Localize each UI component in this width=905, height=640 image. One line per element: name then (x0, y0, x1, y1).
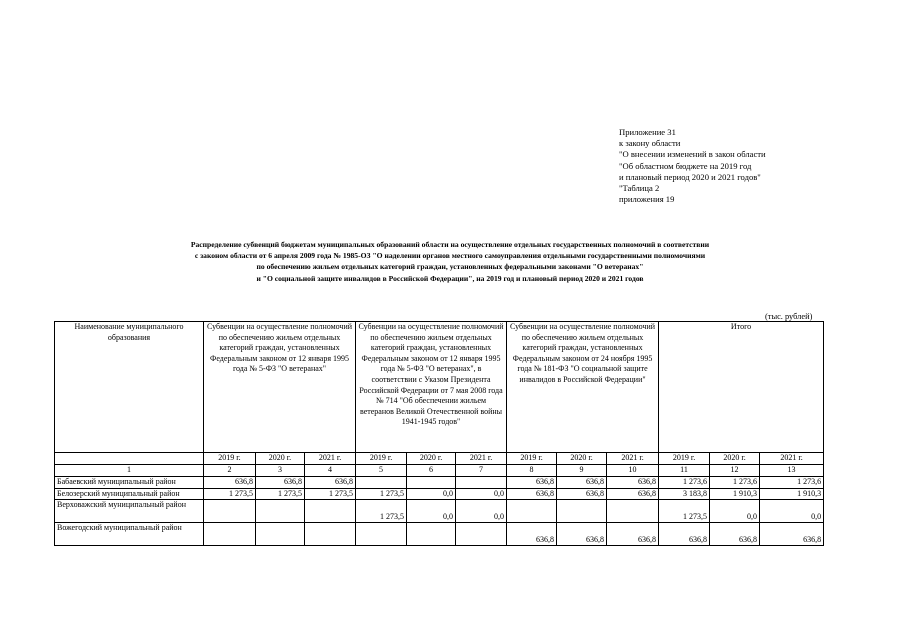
column-number: 13 (760, 465, 824, 477)
value-cell: 1 273,6 (760, 477, 824, 489)
year-cell: 2019 г. (659, 453, 710, 465)
value-cell: 1 273,5 (356, 488, 407, 500)
value-cell (356, 523, 407, 546)
row-name: Бабаевский муниципальный район (55, 477, 204, 489)
value-cell: 0,0 (710, 500, 760, 523)
group-header-wwii-veterans: Субвенции на осуществление полномочий по обеспечению жильем отдельных категорий граждан, установленных Федеральным законом от 12 января 1995 года № 5-ФЗ "О ветеранах", в соответствии с Указом Президента Российской Федерации от 7 мая 2008 года № 714 "Об обеспечении жильем ветеранов Великой Отечественной войны 1941-1945 годов" (356, 322, 507, 453)
title-line: Распределение субвенций бюджетам муниципальных образований области на осуществление отдельных государственных полномочий в соответствии (190, 240, 710, 249)
year-cell: 2020 г. (710, 453, 760, 465)
value-cell: 1 910,3 (710, 488, 760, 500)
value-cell: 636,8 (607, 477, 659, 489)
group-header-total: Итого (659, 322, 824, 453)
table-row (55, 500, 824, 523)
value-cell (407, 477, 456, 489)
group-header-disabled: Субвенции на осуществление полномочий по обеспечению жильем отдельных категорий граждан, установленных Федеральным законом от 24 ноября 1995 года № 181-ФЗ "О социальной защите инвалидов в Российской Федерации" (507, 322, 659, 453)
year-cell: 2019 г. (356, 453, 407, 465)
value-cell (305, 500, 356, 523)
value-cell (356, 477, 407, 489)
value-cell: 636,8 (659, 523, 710, 546)
year-row (55, 453, 824, 465)
year-cell: 2021 г. (305, 453, 356, 465)
value-cell (607, 500, 659, 523)
value-cell: 0,0 (456, 500, 507, 523)
column-number-row (55, 465, 824, 477)
appendix-note (619, 127, 766, 205)
value-cell: 1 273,5 (356, 500, 407, 523)
value-cell (256, 500, 305, 523)
table-row (55, 477, 824, 489)
value-cell: 0,0 (760, 500, 824, 523)
value-cell: 636,8 (607, 488, 659, 500)
value-cell: 636,8 (256, 477, 305, 489)
year-cell: 2020 г. (557, 453, 607, 465)
value-cell (456, 477, 507, 489)
value-cell: 636,8 (607, 523, 659, 546)
appendix-note-line: и плановый период 2020 и 2021 годов" (619, 171, 761, 182)
appendix-note-line: "О внесении изменений в закон области (619, 149, 766, 160)
value-cell (557, 500, 607, 523)
value-cell: 636,8 (305, 477, 356, 489)
row-name: Вожегодский муниципальный район (55, 523, 204, 546)
column-number: 9 (557, 465, 607, 477)
value-cell: 636,8 (760, 523, 824, 546)
value-cell: 1 273,6 (659, 477, 710, 489)
year-cell: 2021 г. (607, 453, 659, 465)
value-cell: 1 273,5 (204, 488, 256, 500)
table-header-row (55, 322, 824, 453)
units-label: (тыс. рублей) (765, 312, 813, 321)
value-cell: 3 183,8 (659, 488, 710, 500)
value-cell: 636,8 (507, 477, 557, 489)
value-cell: 0,0 (456, 488, 507, 500)
table-row (55, 488, 824, 500)
value-cell: 636,8 (204, 477, 256, 489)
value-cell (204, 500, 256, 523)
value-cell: 1 273,6 (710, 477, 760, 489)
year-cell: 2021 г. (456, 453, 507, 465)
value-cell: 636,8 (557, 488, 607, 500)
appendix-note-line: "Таблица 2 (619, 183, 660, 194)
column-number: 6 (407, 465, 456, 477)
column-number: 4 (305, 465, 356, 477)
table-row (55, 523, 824, 546)
value-cell (204, 523, 256, 546)
column-number: 3 (256, 465, 305, 477)
value-cell: 636,8 (507, 523, 557, 546)
value-cell (407, 523, 456, 546)
subvention-table (54, 321, 824, 546)
appendix-note-line: Приложение 31 (619, 127, 676, 137)
value-cell: 0,0 (407, 488, 456, 500)
row-name: Белозерский муниципальный район (55, 488, 204, 500)
title-line: с законом области от 6 апреля 2009 года № 1985-ОЗ "О наделении органов местного самоуправления отдельными государственными полномочиями (194, 251, 706, 261)
column-number: 5 (356, 465, 407, 477)
appendix-note-line: к закону области (619, 138, 681, 149)
group-header-veterans: Субвенции на осуществление полномочий по обеспечению жильем отдельных категорий граждан, установленных Федеральным законом от 12 января 1995 года № 5-ФЗ "О ветеранах" (204, 322, 356, 453)
year-cell: 2019 г. (507, 453, 557, 465)
value-cell (305, 523, 356, 546)
value-cell: 636,8 (557, 477, 607, 489)
column-number: 8 (507, 465, 557, 477)
title-line: по обеспечению жильем отдельных категорий граждан, установленных федеральными законами "О ветеранах" (256, 262, 644, 272)
year-cell: 2020 г. (407, 453, 456, 465)
value-cell: 1 273,5 (256, 488, 305, 500)
value-cell (456, 523, 507, 546)
value-cell (507, 500, 557, 523)
column-number: 7 (456, 465, 507, 477)
year-cell-empty (55, 453, 204, 465)
value-cell: 1 273,5 (305, 488, 356, 500)
column-number: 1 (55, 465, 204, 477)
value-cell: 636,8 (507, 488, 557, 500)
year-cell: 2021 г. (760, 453, 824, 465)
value-cell: 1 910,3 (760, 488, 824, 500)
year-cell: 2019 г. (204, 453, 256, 465)
col-name-header: Наименование муниципального образования (55, 322, 204, 453)
column-number: 10 (607, 465, 659, 477)
value-cell (256, 523, 305, 546)
appendix-note-line: "Об областном бюджете на 2019 год (619, 160, 752, 171)
column-number: 12 (710, 465, 760, 477)
year-cell: 2020 г. (256, 453, 305, 465)
document-title (110, 239, 790, 284)
column-number: 2 (204, 465, 256, 477)
title-line: и "О социальной защите инвалидов в Российской Федерации", на 2019 год и плановый период 2020 и 2021 годов (256, 273, 644, 283)
appendix-note-line: приложения 19 (619, 194, 675, 205)
column-number: 11 (659, 465, 710, 477)
value-cell: 636,8 (710, 523, 760, 546)
value-cell: 636,8 (557, 523, 607, 546)
value-cell: 1 273,5 (659, 500, 710, 523)
value-cell: 0,0 (407, 500, 456, 523)
row-name: Верховажский муниципальный район (55, 500, 204, 523)
